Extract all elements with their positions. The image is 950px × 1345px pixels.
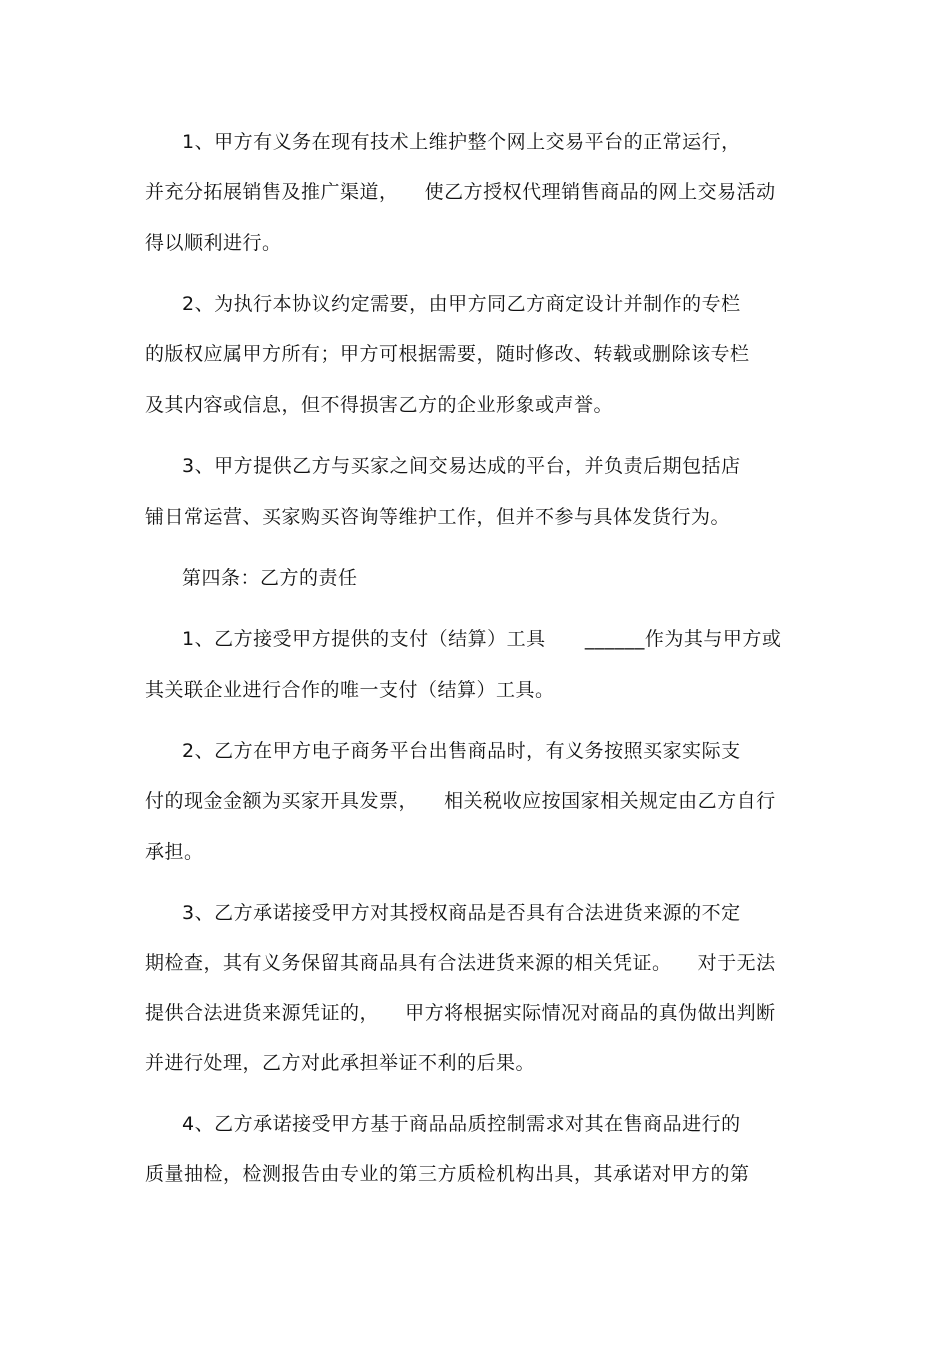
paragraph-1-line-1: 1、甲方有义务在现有技术上维护整个网上交易平台的正常运行， xyxy=(182,131,741,153)
paragraph-5-line-1: 2、乙方在甲方电子商务平台出售商品时，有义务按照买家实际支 xyxy=(182,740,741,762)
paragraph-3-line-2: 铺日常运营、买家购买咨询等维护工作，但并不参与具体发货行为。 xyxy=(145,506,731,528)
paragraph-2-line-3: 及其内容或信息，但不得损害乙方的企业形象或声誉。 xyxy=(145,394,614,416)
paragraph-1-line-3: 得以顺利进行。 xyxy=(145,232,282,254)
paragraph-5-line-3: 承担。 xyxy=(145,841,204,863)
paragraph-5-line-2: 付的现金金额为买家开具发票， 相关税收应按国家相关规定由乙方自行 xyxy=(145,790,776,812)
paragraph-6-line-2: 期检查，其有义务保留其商品具有合法进货来源的相关凭证。 对于无法 xyxy=(145,952,776,974)
paragraph-2-line-1: 2、为执行本协议约定需要，由甲方同乙方商定设计并制作的专栏 xyxy=(182,293,741,315)
paragraph-4-line-1: 1、乙方接受甲方提供的支付（结算）工具 ______作为其与甲方或 xyxy=(182,628,782,650)
paragraph-7-line-1: 4、乙方承诺接受甲方基于商品品质控制需求对其在售商品进行的 xyxy=(182,1113,741,1135)
paragraph-3-line-1: 3、甲方提供乙方与买家之间交易达成的平台，并负责后期包括店 xyxy=(182,455,741,477)
paragraph-1-line-2: 并充分拓展销售及推广渠道， 使乙方授权代理销售商品的网上交易活动 xyxy=(145,181,776,203)
paragraph-6-line-4: 并进行处理，乙方对此承担举证不利的后果。 xyxy=(145,1052,536,1074)
paragraph-6-line-1: 3、乙方承诺接受甲方对其授权商品是否具有合法进货来源的不定 xyxy=(182,902,741,924)
paragraph-2-line-2: 的版权应属甲方所有；甲方可根据需要，随时修改、转载或删除该专栏 xyxy=(145,343,750,365)
paragraph-6-line-3: 提供合法进货来源凭证的， 甲方将根据实际情况对商品的真伪做出判断 xyxy=(145,1002,776,1024)
paragraph-7-line-2: 质量抽检，检测报告由专业的第三方质检机构出具，其承诺对甲方的第 xyxy=(145,1163,750,1185)
section-heading: 第四条：乙方的责任 xyxy=(182,567,358,589)
paragraph-4-line-2: 其关联企业进行合作的唯一支付（结算）工具。 xyxy=(145,679,555,701)
